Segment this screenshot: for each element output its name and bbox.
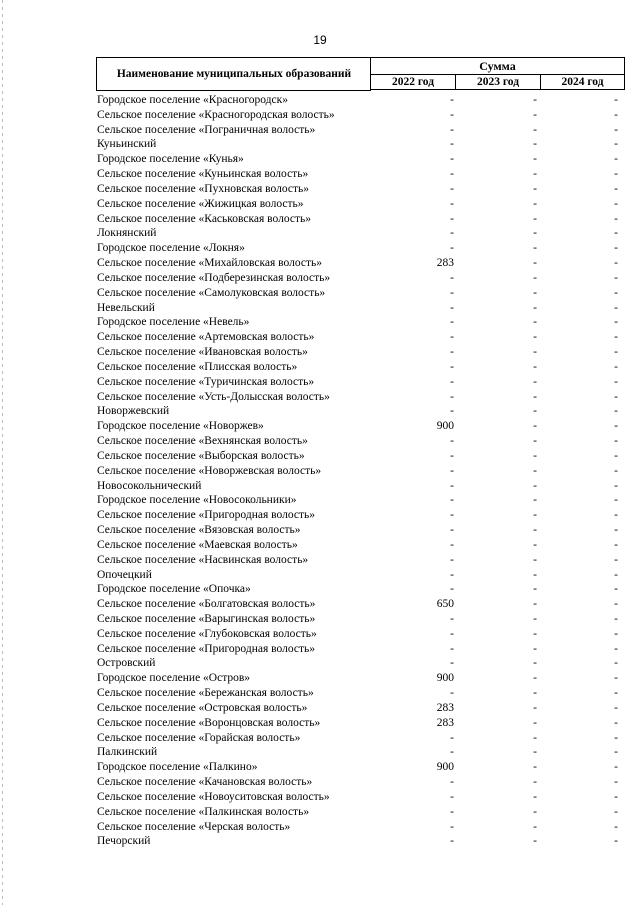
row-value-2024: -	[614, 197, 618, 210]
table-row	[97, 167, 625, 182]
table-row	[97, 553, 625, 568]
table-row	[97, 745, 625, 760]
row-name: Палкинский	[97, 746, 158, 759]
row-value-2023: -	[533, 227, 537, 240]
row-value-2024: -	[614, 776, 618, 789]
table-row	[97, 568, 625, 583]
row-name: Сельское поселение «Варыгинская волость»	[97, 612, 316, 625]
table-row	[97, 582, 625, 597]
row-value-2022: -	[450, 212, 454, 225]
row-value-2022: -	[450, 182, 454, 195]
row-value-2024: -	[614, 568, 618, 581]
row-value-2024: -	[614, 390, 618, 403]
table-row	[97, 731, 625, 746]
row-name: Сельское поселение «Вязовская волость»	[97, 524, 301, 537]
row-value-2022: -	[450, 494, 454, 507]
row-value-2024: -	[614, 524, 618, 537]
header-name-column: Наименование муниципальных образований	[96, 57, 371, 91]
row-value-2023: -	[533, 316, 537, 329]
row-value-2023: -	[533, 375, 537, 388]
table-row	[97, 479, 625, 494]
row-value-2024: -	[614, 242, 618, 255]
row-name: Сельское поселение «Жижицкая волость»	[97, 197, 304, 210]
table-row	[97, 390, 625, 405]
row-name: Городское поселение «Красногородск»	[97, 94, 288, 106]
row-name: Сельское поселение «Михайловская волость»	[97, 257, 323, 270]
table-row	[97, 775, 625, 790]
table-row	[97, 790, 625, 805]
row-value-2022: 900	[436, 420, 454, 433]
row-value-2022: -	[450, 242, 454, 255]
row-value-2023: -	[533, 701, 537, 714]
row-value-2023: -	[533, 538, 537, 551]
row-value-2024: -	[614, 286, 618, 299]
row-value-2024: -	[614, 553, 618, 566]
row-name: Сельское поселение «Качановская волость»	[97, 776, 313, 789]
row-value-2024: -	[614, 420, 618, 433]
row-value-2022: -	[450, 464, 454, 477]
row-name: Сельское поселение «Воронцовская волость»	[97, 716, 321, 729]
row-value-2023: -	[533, 509, 537, 522]
row-name: Островский	[97, 657, 156, 670]
row-value-2022: -	[450, 835, 454, 848]
row-value-2022: -	[450, 820, 454, 833]
row-value-2022: -	[450, 568, 454, 581]
row-value-2022: -	[450, 731, 454, 744]
row-value-2022: -	[450, 227, 454, 240]
row-name: Сельское поселение «Пригородная волость»	[97, 642, 315, 655]
row-value-2023: -	[533, 108, 537, 121]
row-value-2022: -	[450, 390, 454, 403]
row-name: Сельское поселение «Новоуситовская волость»	[97, 790, 330, 803]
table-row	[97, 241, 625, 256]
row-name: Куньинский	[97, 138, 157, 151]
row-value-2024: -	[614, 805, 618, 818]
page-number: 19	[313, 33, 327, 47]
row-name: Сельское поселение «Выборская волость»	[97, 449, 305, 462]
row-value-2024: -	[614, 701, 618, 714]
table-row	[97, 315, 625, 330]
row-value-2022: -	[450, 583, 454, 596]
row-value-2022: -	[450, 657, 454, 670]
row-value-2024: -	[614, 820, 618, 833]
row-name: Городское поселение «Новосокольники»	[97, 494, 297, 507]
row-value-2023: -	[533, 524, 537, 537]
table-row	[97, 419, 625, 434]
row-value-2024: -	[614, 212, 618, 225]
row-value-2023: -	[533, 761, 537, 774]
row-name: Сельское поселение «Глубоковская волость»	[97, 627, 317, 640]
row-value-2024: -	[614, 360, 618, 373]
row-name: Городское поселение «Локня»	[97, 242, 245, 255]
row-value-2024: -	[614, 627, 618, 640]
row-value-2023: -	[533, 820, 537, 833]
row-value-2024: -	[614, 346, 618, 359]
row-value-2022: -	[450, 612, 454, 625]
row-value-2024: -	[614, 316, 618, 329]
row-value-2022: -	[450, 360, 454, 373]
row-value-2023: -	[533, 420, 537, 433]
row-value-2022: -	[450, 94, 454, 106]
row-name: Сельское поселение «Черская волость»	[97, 820, 291, 833]
row-value-2023: -	[533, 672, 537, 685]
table-row	[97, 360, 625, 375]
table-body	[97, 93, 625, 849]
row-value-2023: -	[533, 657, 537, 670]
row-name: Невельский	[97, 301, 155, 314]
row-value-2022: -	[450, 153, 454, 166]
row-value-2022: -	[450, 687, 454, 700]
table-row	[97, 152, 625, 167]
row-name: Сельское поселение «Насвинская волость»	[97, 553, 309, 566]
row-value-2024: -	[614, 94, 618, 106]
row-name: Сельское поселение «Куньинская волость»	[97, 168, 309, 181]
table-row	[97, 271, 625, 286]
table-row	[97, 330, 625, 345]
row-value-2024: -	[614, 464, 618, 477]
row-value-2024: -	[614, 672, 618, 685]
row-value-2023: -	[533, 583, 537, 596]
row-name: Сельское поселение «Болгатовская волость»	[97, 598, 316, 611]
row-name: Сельское поселение «Маевская волость»	[97, 538, 298, 551]
row-value-2022: 900	[436, 761, 454, 774]
row-name: Сельское поселение «Островская волость»	[97, 701, 308, 714]
row-name: Городское поселение «Опочка»	[97, 583, 251, 596]
row-value-2023: -	[533, 642, 537, 655]
row-value-2024: -	[614, 138, 618, 151]
row-value-2022: -	[450, 168, 454, 181]
row-name: Новосокольнический	[97, 479, 202, 492]
table-row	[97, 656, 625, 671]
row-name: Локнянский	[97, 227, 157, 240]
row-value-2024: -	[614, 123, 618, 136]
table-row	[97, 226, 625, 241]
row-value-2023: -	[533, 598, 537, 611]
row-value-2024: -	[614, 449, 618, 462]
row-name: Городское поселение «Палкино»	[97, 761, 258, 774]
row-value-2022: -	[450, 524, 454, 537]
table-row	[97, 627, 625, 642]
row-value-2022: -	[450, 449, 454, 462]
row-value-2022: -	[450, 642, 454, 655]
row-value-2023: -	[533, 331, 537, 344]
row-value-2022: -	[450, 746, 454, 759]
row-value-2023: -	[533, 286, 537, 299]
row-value-2024: -	[614, 761, 618, 774]
row-name: Городское поселение «Остров»	[97, 672, 251, 685]
table-header	[96, 57, 624, 91]
row-value-2022: 283	[436, 701, 454, 714]
row-value-2022: -	[450, 405, 454, 418]
row-value-2023: -	[533, 390, 537, 403]
row-value-2022: -	[450, 138, 454, 151]
row-value-2023: -	[533, 94, 537, 106]
row-name: Сельское поселение «Новоржевская волость»	[97, 464, 322, 477]
row-name: Городское поселение «Кунья»	[97, 153, 244, 166]
row-value-2023: -	[533, 805, 537, 818]
header-year-2023: 2023 год	[455, 74, 540, 90]
row-value-2022: -	[450, 108, 454, 121]
table-row	[97, 197, 625, 212]
table-row	[97, 508, 625, 523]
row-name: Сельское поселение «Бережанская волость»	[97, 687, 314, 700]
row-name: Городское поселение «Невель»	[97, 316, 250, 329]
table-row	[97, 182, 625, 197]
row-name: Сельское поселение «Ивановская волость»	[97, 346, 308, 359]
table-row	[97, 464, 625, 479]
row-value-2023: -	[533, 479, 537, 492]
row-value-2024: -	[614, 494, 618, 507]
row-value-2023: -	[533, 746, 537, 759]
table-row	[97, 301, 625, 316]
row-value-2024: -	[614, 790, 618, 803]
row-name: Сельское поселение «Усть-Долысская волость»	[97, 390, 330, 403]
row-value-2022: -	[450, 805, 454, 818]
row-value-2023: -	[533, 212, 537, 225]
row-name: Сельское поселение «Пригородная волость»	[97, 509, 315, 522]
row-value-2022: -	[450, 627, 454, 640]
row-value-2023: -	[533, 449, 537, 462]
row-value-2022: -	[450, 509, 454, 522]
row-value-2022: 900	[436, 672, 454, 685]
row-value-2024: -	[614, 331, 618, 344]
table-row	[97, 404, 625, 419]
row-value-2024: -	[614, 108, 618, 121]
row-name: Сельское поселение «Палкинская волость»	[97, 805, 310, 818]
table-row	[97, 612, 625, 627]
row-value-2023: -	[533, 346, 537, 359]
row-value-2022: -	[450, 316, 454, 329]
row-value-2022: -	[450, 538, 454, 551]
row-value-2022: -	[450, 301, 454, 314]
row-value-2024: -	[614, 405, 618, 418]
table-row	[97, 449, 625, 464]
table-row	[97, 805, 625, 820]
row-value-2022: -	[450, 271, 454, 284]
table-row	[97, 108, 625, 123]
row-name: Городское поселение «Новоржев»	[97, 420, 264, 433]
row-value-2022: -	[450, 331, 454, 344]
row-name: Опочецкий	[97, 568, 152, 581]
table-row	[97, 493, 625, 508]
row-value-2023: -	[533, 153, 537, 166]
row-value-2023: -	[533, 168, 537, 181]
table-row	[97, 671, 625, 686]
row-value-2022: -	[450, 553, 454, 566]
row-name: Сельское поселение «Подберезинская волость»	[97, 271, 331, 284]
row-value-2023: -	[533, 138, 537, 151]
table-row	[97, 434, 625, 449]
row-value-2022: -	[450, 197, 454, 210]
table-row	[97, 286, 625, 301]
row-value-2024: -	[614, 168, 618, 181]
table-row	[97, 538, 625, 553]
row-value-2023: -	[533, 612, 537, 625]
row-value-2024: -	[614, 538, 618, 551]
table-row	[97, 345, 625, 360]
table-row	[97, 642, 625, 657]
row-name: Сельское поселение «Красногородская волость»	[97, 108, 335, 121]
row-value-2022: -	[450, 479, 454, 492]
row-value-2024: -	[614, 687, 618, 700]
table-row	[97, 523, 625, 538]
table-row	[97, 597, 625, 612]
row-value-2024: -	[614, 716, 618, 729]
table-row	[97, 834, 625, 849]
table-row	[97, 375, 625, 390]
table-row	[97, 137, 625, 152]
row-value-2024: -	[614, 153, 618, 166]
row-name: Сельское поселение «Каськовская волость»	[97, 212, 312, 225]
row-value-2023: -	[533, 123, 537, 136]
row-value-2023: -	[533, 790, 537, 803]
row-name: Сельское поселение «Туричинская волость»	[97, 375, 315, 388]
row-value-2023: -	[533, 776, 537, 789]
row-value-2023: -	[533, 687, 537, 700]
row-value-2024: -	[614, 435, 618, 448]
row-value-2022: -	[450, 346, 454, 359]
row-value-2024: -	[614, 835, 618, 848]
table-row	[97, 93, 625, 108]
row-value-2023: -	[533, 568, 537, 581]
row-value-2023: -	[533, 182, 537, 195]
row-value-2024: -	[614, 598, 618, 611]
scan-edge-artifact	[2, 0, 3, 905]
row-value-2024: -	[614, 375, 618, 388]
table-row	[97, 716, 625, 731]
row-value-2022: -	[450, 790, 454, 803]
row-value-2024: -	[614, 479, 618, 492]
header-year-2024: 2024 год	[540, 74, 625, 90]
row-value-2024: -	[614, 182, 618, 195]
row-name: Сельское поселение «Горайская волость»	[97, 731, 301, 744]
row-name: Сельское поселение «Самолуковская волость»	[97, 286, 326, 299]
row-value-2024: -	[614, 509, 618, 522]
header-sum-column: Сумма	[370, 57, 625, 75]
row-value-2023: -	[533, 242, 537, 255]
table-row	[97, 820, 625, 835]
table-row	[97, 686, 625, 701]
row-value-2024: -	[614, 257, 618, 270]
row-value-2023: -	[533, 257, 537, 270]
row-name: Сельское поселение «Пограничная волость»	[97, 123, 316, 136]
row-value-2023: -	[533, 716, 537, 729]
row-name: Сельское поселение «Артемовская волость»	[97, 331, 315, 344]
table-row	[97, 212, 625, 227]
row-value-2023: -	[533, 435, 537, 448]
row-name: Печорский	[97, 835, 151, 848]
row-value-2022: 283	[436, 257, 454, 270]
row-value-2023: -	[533, 271, 537, 284]
row-value-2023: -	[533, 731, 537, 744]
row-value-2022: -	[450, 123, 454, 136]
row-value-2023: -	[533, 405, 537, 418]
row-value-2024: -	[614, 301, 618, 314]
row-value-2024: -	[614, 227, 618, 240]
row-value-2024: -	[614, 612, 618, 625]
row-name: Сельское поселение «Вехнянская волость»	[97, 435, 308, 448]
row-value-2023: -	[533, 360, 537, 373]
row-value-2023: -	[533, 835, 537, 848]
row-value-2022: -	[450, 435, 454, 448]
row-name: Сельское поселение «Пухновская волость»	[97, 182, 310, 195]
row-value-2024: -	[614, 583, 618, 596]
row-value-2024: -	[614, 271, 618, 284]
table-row	[97, 701, 625, 716]
row-value-2024: -	[614, 731, 618, 744]
row-value-2024: -	[614, 657, 618, 670]
row-value-2023: -	[533, 627, 537, 640]
header-year-2022: 2022 год	[370, 74, 455, 90]
row-value-2023: -	[533, 553, 537, 566]
table-row	[97, 123, 625, 138]
row-value-2022: -	[450, 776, 454, 789]
row-value-2023: -	[533, 464, 537, 477]
row-value-2024: -	[614, 642, 618, 655]
row-name: Новоржевский	[97, 405, 170, 418]
row-name: Сельское поселение «Плисская волость»	[97, 360, 298, 373]
row-value-2022: 650	[436, 598, 454, 611]
row-value-2022: 283	[436, 716, 454, 729]
row-value-2023: -	[533, 301, 537, 314]
row-value-2022: -	[450, 286, 454, 299]
row-value-2023: -	[533, 494, 537, 507]
table-row	[97, 256, 625, 271]
row-value-2023: -	[533, 197, 537, 210]
row-value-2024: -	[614, 746, 618, 759]
row-value-2022: -	[450, 375, 454, 388]
table-row	[97, 760, 625, 775]
